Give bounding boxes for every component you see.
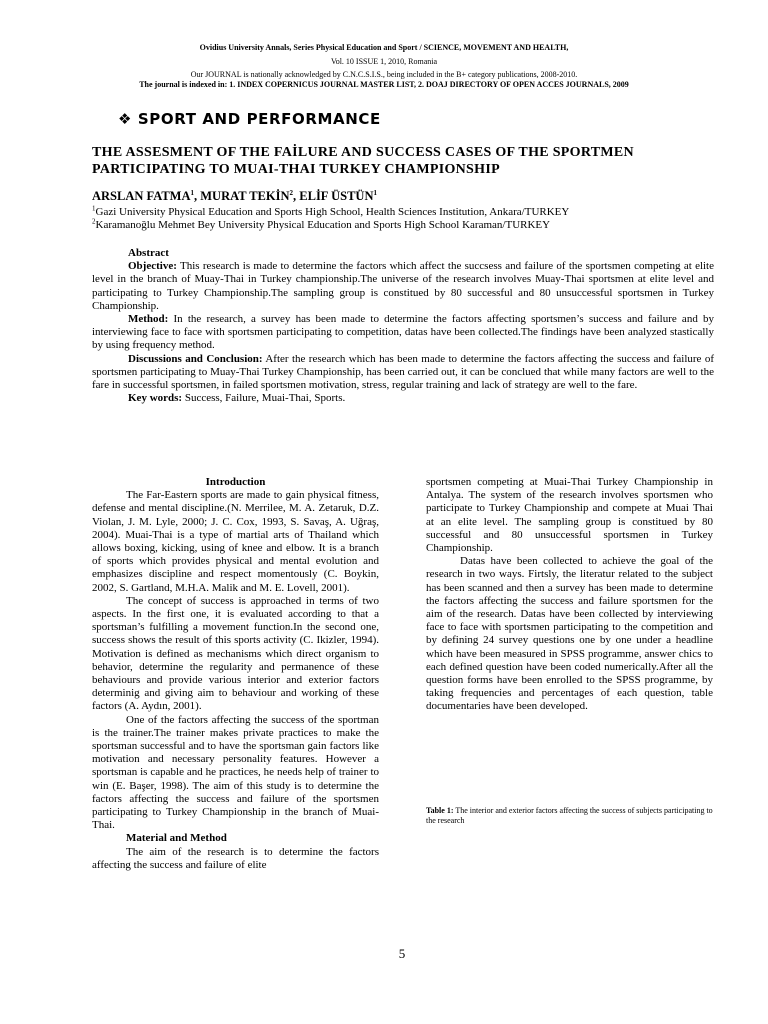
abstract-title: Abstract [128, 247, 169, 259]
body-paragraph: Datas have been collected to achieve the goal of the research in two ways. Firtsly, the literatur related to the subject has been scanned and then a survey has been made to determine the factors affecting the success and failure sportsmen for the aim of the research. Datas have been collected by interviewing face to face with sportsmen participating to the competition and by defining 24 survey questions one by one under a headline which have been measured in SPSS programme, answer chics to each defined question have been coded numerically.After all the question forms have been enrolled to the SPSS programme, by taking frequencies and percentages of each question, table documentaries have been developed. [426, 555, 713, 713]
page-number: 5 [398, 946, 406, 961]
body-paragraph: One of the factors affecting the success of the sportman is the trainer.The trainer makes private practices to make the sportsman successful and to have the sportsman gain factors like motivation and necessary personality features. However a sportsman is capable and he practices, he needs help of trainer to win (E. Başer, 1998). The aim of this study is to determine the factors affecting the success and failure of the sportsmen participating to Turkey Championship in the branch of Muai-Thai. [92, 713, 379, 832]
abstract-keywords-text: Success, Failure, Muai-Thai, Sports. [182, 392, 346, 405]
introduction-heading: Introduction [205, 476, 266, 488]
author-superscript: 1 [190, 188, 194, 197]
table-caption [426, 806, 713, 826]
abstract-objective [92, 260, 714, 313]
author-superscript: 1 [373, 188, 377, 197]
affiliation-superscript: 1 [92, 204, 96, 213]
abstract-discussion-text: After the research which has been made to determine the factors affecting the success and failure of sportsmen participating to Muay-Thai Turkey Championship, has been carried out, it can be conclued that while many factors are well to the fare in successful sportsmen, in failed sportsmen motivation, stress, regular training and lack of strategy are well to the fare. [92, 352, 714, 392]
author-name: , MURAT TEKİN [194, 189, 290, 203]
abstract-keywords [92, 392, 714, 405]
right-column [426, 476, 713, 714]
paper-title: THE ASSESMENT OF THE FAİLURE AND SUCCESS CASES OF THE SPORTMEN PARTICIPATING TO MUAI-THAI TURKEY CHAMPIONSHIP [92, 145, 634, 177]
abstract-method [92, 313, 714, 353]
author-name: ARSLAN FATMA [92, 189, 191, 203]
author-superscript: 2 [289, 188, 294, 197]
journal-header-line3: Our JOURNAL is nationally acknowledged by C.N.C.S.I.S., being included in the B+ category publications, 2008-2010. [190, 70, 578, 79]
journal-header-line1: Ovidius University Annals, Series Physical Education and Sport / SCIENCE, MOVEMENT AND HEALTH, [199, 43, 569, 52]
abstract-method-label: Method: [128, 313, 169, 326]
journal-header-line2: Vol. 10 ISSUE 1, 2010, Romania [330, 57, 438, 66]
body-paragraph: sportsmen competing at Muai-Thai Turkey Championship in Antalya. The system of the research involves sportsmen who participate to Turkey Championship and compete at Muai Thai at an elite level. The sampling group is constitued by 80 successful and 80 unsuccessful sportsmen in Turkey Championship. [426, 476, 713, 555]
abstract-objective-text: This research is made to determine the factors which affect the succsess and failure of the sportsmen competing at elite level in the branch of Muay-Thai in Turkey championship.The universe of the research involves Muay-Thai sportsmen at elite level and participating to Turkey Championship.The sampling group is constitued by 80 successful and 80 unsuccessful sportsmen in Turkey Championship. [92, 260, 714, 312]
section-heading: ❖ SPORT AND PERFORMANCE [118, 110, 381, 128]
abstract-discussion [92, 353, 714, 393]
author-name: , ELİF ÜSTÜN [293, 189, 374, 203]
author-list [92, 189, 377, 204]
abstract-keywords-label: Key words: [128, 392, 183, 405]
journal-header-line4: The journal is indexed in: 1. INDEX COPERNICUS JOURNAL MASTER LIST, 2. DOAJ DIRECTORY OF OPEN ACCES JOURNALS, 2009 [139, 80, 629, 89]
abstract-discussion-label: Discussions and Conclusion: [128, 352, 263, 365]
affiliation-text: Gazi University Physical Education and Sports High School, Health Sciences Institution, Ankara/TURKEY [95, 206, 570, 218]
body-paragraph: The aim of the research is to determine the factors affecting the success and failure of elite [92, 845, 379, 871]
table-caption-text: The interior and exterior factors affecting the success of subjects participating to the research [426, 806, 713, 825]
left-column [92, 476, 379, 872]
affiliation-superscript: 2 [92, 217, 96, 226]
affiliation-text: Karamanoğlu Mehmet Bey University Physical Education and Sports High School Karaman/TURKEY [95, 219, 551, 231]
affiliation-1 [92, 206, 569, 219]
table-caption-label: Table 1: [426, 806, 454, 815]
material-method-heading: Material and Method [126, 832, 227, 845]
abstract-method-text: In the research, a survey has been made to determine the factors affecting sportsmen’s success and failure and by interviewing face to face with sportsmen participating to competition, datas have been collected.The findings have been analyzed stastically by using frequency method. [92, 313, 714, 352]
body-paragraph: The Far-Eastern sports are made to gain physical fitness, defense and mental discipline.(N. Merrilee, M. A. Zetaruk, D.Z. Violan, J. M. Lyle, 2000; J. C. Cox, 1993, S. Savaş, A. Uğraş, 2004). Muai-Thai is a type of martial arts of Thailand which allows boxing, kicking, using of knee and elbow. It is a branch of sports which provides physical and mental evolution and emphasizes discipline and respect momentously (C. Boykin, 2002, S. Gartland, M.H.A. Malik and M. E. Lovell, 2001). [92, 489, 379, 594]
abstract-objective-label: Objective: [128, 260, 177, 273]
abstract-block [92, 247, 714, 405]
body-paragraph: The concept of success is approached in terms of two aspects. In the first one, it is evaluated according to that a sportsman’s fulfilling a movement function.In the second one, success shows the result of this sports activity (C. Ikizler, 1994). Motivation is defined as mechanisms which direct organism to behavior, determine the regularity and permanence of these behaviours and provide various interior and exterior factors determinig and giving aim to behaviour and working of these factors (A. Aydın, 2001). [92, 594, 379, 713]
affiliation-2 [92, 219, 550, 232]
